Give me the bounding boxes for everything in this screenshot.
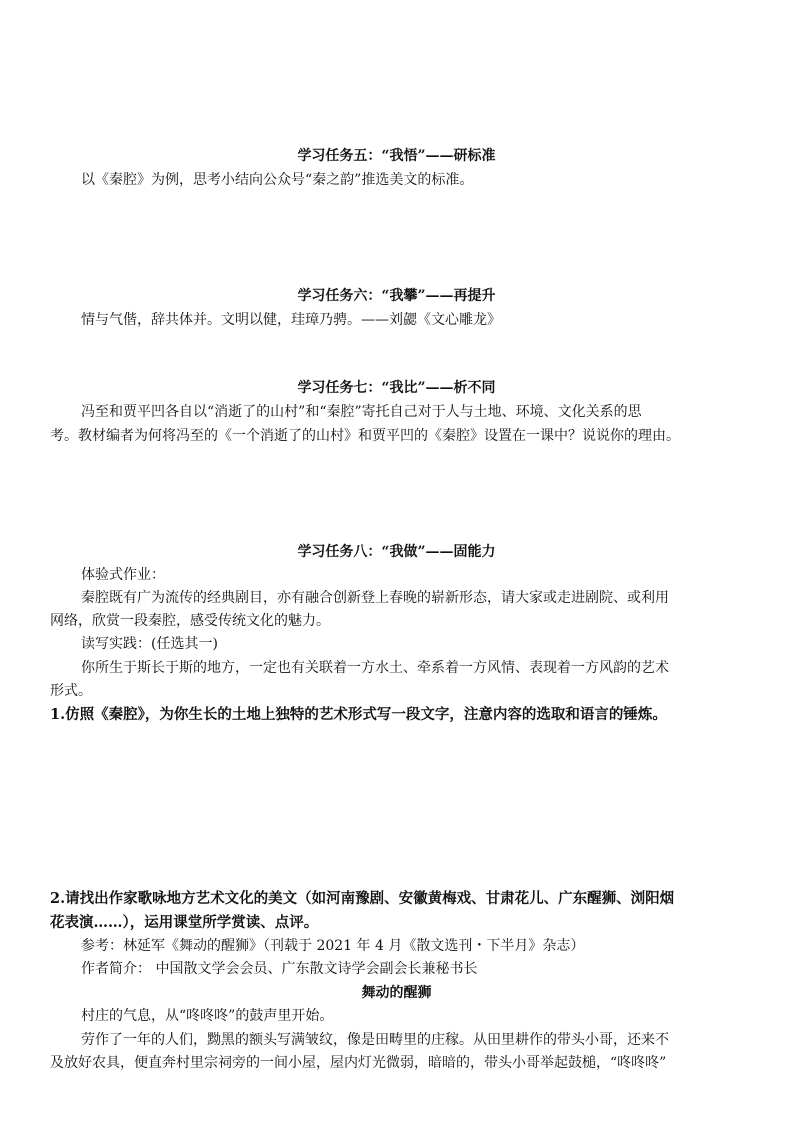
item-2-line1: 2.请找出作家歌咏地方艺术文化的美文（如河南豫剧、安徽黄梅戏、甘肃花儿、广东醒狮、浏阳烟 — [50, 890, 675, 907]
practice-label: 读写实践：(任选其一) — [81, 636, 218, 652]
task7-title: 学习任务七：“我比”——析不同 — [297, 380, 496, 396]
essay-paragraph-1: 村庄的气息，从“咚咚咚”的鼓声里开始。 — [81, 1008, 334, 1024]
reference-line: 参考：林延军《舞动的醒狮》（刊载于 2021 年 4 月《散文选刊・下半月》杂志） — [81, 938, 585, 954]
task5-title: 学习任务五：“我悟”——研标准 — [297, 148, 496, 164]
item-2-line2: 花表演……），运用课堂所学赏读、点评。 — [50, 914, 319, 931]
practice-line2: 形式。 — [50, 683, 92, 699]
essay-paragraph-2-line1: 劳作了一年的人们，黝黑的额头写满皱纹，像是田畴里的庄稼。从田里耕作的带头小哥，还来不 — [81, 1032, 669, 1048]
task6-title: 学习任务六：“我攀”——再提升 — [297, 288, 496, 304]
experience-label: 体验式作业： — [81, 567, 165, 583]
task6-body: 情与气偕，辞共体并。文明以健，珪璋乃骋。——刘勰《文心雕龙》 — [81, 312, 501, 328]
essay-paragraph-2-line2: 及放好农具，便直奔村里宗祠旁的一间小屋，屋内灯光微弱，暗暗的，带头小哥举起鼓槌，“咚咚咚” — [50, 1055, 667, 1071]
task7-body-line2: 考。教材编者为何将冯至的《一个消逝了的山村》和贾平凹的《秦腔》设置在一课中？说说你的理由。 — [50, 428, 680, 444]
practice-line1: 你所生于斯长于斯的地方，一定也有关联着一方水土、牵系着一方风情、表现着一方风韵的艺术 — [81, 660, 669, 676]
experience-line2: 网络，欣赏一段秦腔，感受传统文化的魅力。 — [50, 613, 330, 629]
task5-body: 以《秦腔》为例，思考小结向公众号“秦之韵”推选美文的标准。 — [81, 172, 474, 188]
task7-body-line1: 冯至和贾平凹各自以“消逝了的山村”和“秦腔”寄托自己对于人与土地、环境、文化关系的思 — [81, 404, 642, 420]
task8-title: 学习任务八：“我做”——固能力 — [297, 544, 496, 560]
experience-line1: 秦腔既有广为流传的经典剧目，亦有融合创新登上春晚的崭新形态，请大家或走进剧院、或利用 — [81, 590, 669, 606]
author-intro: 作者简介： 中国散文学会会员、广东散文诗学会副会长兼秘书长 — [81, 961, 478, 977]
essay-title: 舞动的醒狮 — [361, 985, 432, 1001]
item-1: 1.仿照《秦腔》，为你生长的土地上独特的艺术形式写一段文字，注意内容的选取和语言的锤炼。 — [50, 706, 667, 723]
